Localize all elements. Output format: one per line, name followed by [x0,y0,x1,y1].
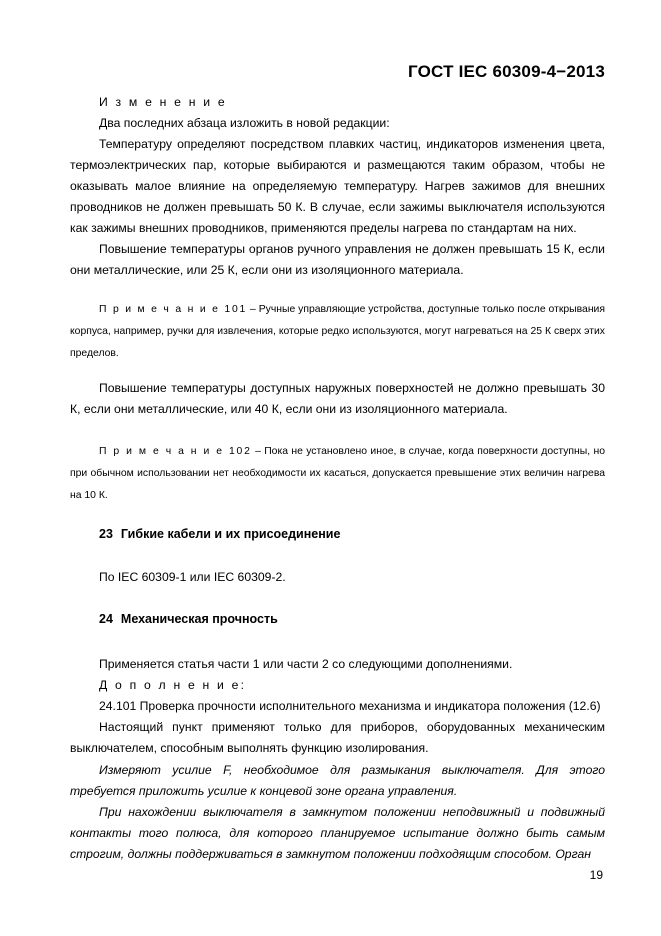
section-23-heading [99,527,340,541]
note-paragraph [70,441,605,507]
section-number: 24 [99,612,113,626]
section-24-body [70,654,605,759]
section-title: Гибкие кабели и их присоединение [120,527,341,541]
paragraph: Настоящий пункт применяют только для приборов, оборудованных механическим выключателем, способным выполнять функцию изолирования. [70,720,605,755]
paragraph: Повышение температуры органов ручного управления не должен превышать 15 К, если они металлические, или 25 К, если они из изоляционного материала. [70,242,605,277]
amendment-block [70,92,605,281]
paragraph: По IEC 60309-1 или IEC 60309-2. [99,570,286,584]
paragraph: Повышение температуры доступных наружных поверхностей не должно превышать 30 К, если они металлические, или 40 К, если они из изоляционного материала. [70,381,605,416]
note-label: П р и м е ч а н и е 101 [99,304,248,315]
paragraph: Температуру определяют посредством плавких частиц, индикаторов изменения цвета, термоэлектрических пар, которые выбираются и размещаются таким образом, чтобы не оказывать малое влияние на определяемую температуру. Нагрев зажимов для внешних проводников не должен превышать 50 К. В случае, если зажимы выключателя используются как зажимы внешних проводников, применяются пределы нагрева по стандартам на них. [70,137,605,235]
paragraph: Два последних абзаца изложить в новой редакции: [99,116,390,130]
document-header: ГОСТ IEC 60309-4−2013 [408,62,605,81]
section-number: 23 [99,527,113,541]
note-101 [70,299,605,365]
paragraph: Применяется статья части 1 или части 2 со следующими дополнениями. [99,657,513,671]
note-paragraph [70,299,605,365]
italic-paragraph: При нахождении выключателя в замкнутом положении неподвижный и подвижный контакты того полюса, для которого планируемое испытание должно быть самым строгим, должны поддерживаться в замкнутом положении подходящим способом. Орган [70,805,605,861]
temperature-block [70,378,605,420]
note-label: П р и м е ч а н и е 102 [99,446,252,457]
section-24-italic-body [70,760,605,865]
note-102 [70,441,605,507]
section-24-heading [99,612,278,626]
note-text: – Пока не установлено иное, в случае, когда поверхности доступны, но при обычном использовании нет необходимости их касаться, допускается превышение этих величин нагрева на 10 К. [70,446,605,501]
page-number: 19 [589,868,603,882]
note-text: – Ручные управляющие устройства, доступные только после открывания корпуса, например, ручки для извлечения, которые редко используются, могут нагреваться на 25 К сверх этих пределов. [70,304,605,359]
change-label: И з м е н е н и е [99,95,227,109]
italic-paragraph: Измеряют усилие F, необходимое для размыкания выключателя. Для этого требуется приложить усилие к концевой зоне органа управления. [70,763,605,798]
paragraph: 24.101 Проверка прочности исполнительного механизма и индикатора положения (12.6) [99,699,601,713]
section-23-body [70,567,605,588]
addition-label: Д о п о л н е н и е: [99,678,247,692]
section-title: Механическая прочность [120,612,278,626]
